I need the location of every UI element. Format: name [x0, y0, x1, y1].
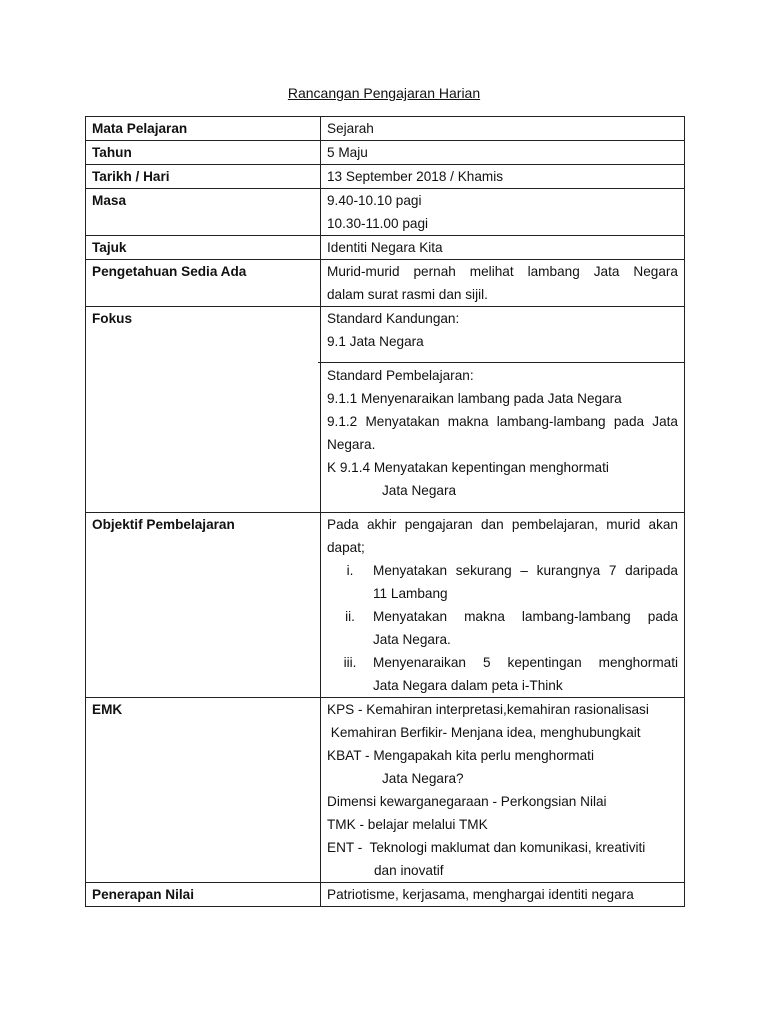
row-value: Sejarah [321, 117, 685, 141]
emk-line: Jata Negara? [382, 771, 464, 786]
list-item [327, 559, 678, 582]
row-value [321, 260, 685, 307]
list-text: Menyenaraikan 5 kepentingan menghormati [373, 655, 678, 670]
table-row [86, 189, 685, 236]
list-item [327, 605, 678, 628]
emk-line: Dimensi kewarganegaraan - Perkongsian Nilai [327, 794, 607, 809]
row-label: Pengetahuan Sedia Ada [86, 260, 321, 307]
list-text-cont: 11 Lambang [373, 586, 448, 601]
list-number: iii. [343, 655, 357, 670]
standard-pembelajaran-item: 9.1.1 Menyenaraikan lambang pada Jata Negara [327, 391, 622, 406]
table-row [86, 141, 685, 165]
emk-line: Kemahiran Berfikir- Menjana idea, menghubungkait [327, 725, 641, 740]
row-label: Tarikh / Hari [86, 165, 321, 189]
row-label: Objektif Pembelajaran [86, 513, 321, 698]
emk-line: TMK - belajar melalui TMK [327, 817, 488, 832]
table-row [86, 236, 685, 260]
table-row [86, 117, 685, 141]
list-text-cont: Jata Negara dalam peta i-Think [373, 678, 563, 693]
emk-line: ENT - Teknologi maklumat dan komunikasi, kreativiti [327, 840, 646, 855]
row-value: Identiti Negara Kita [321, 236, 685, 260]
list-number: ii. [345, 609, 355, 624]
pengetahuan-line: dalam surat rasmi dan sijil. [327, 287, 488, 302]
row-value [321, 698, 685, 883]
standard-pembelajaran-item-cont: Negara. [327, 437, 376, 452]
objektif-intro: Pada akhir pengajaran dan pembelajaran, murid akan [327, 517, 678, 532]
table-row [86, 883, 685, 907]
page-title: Rancangan Pengajaran Harian [287, 85, 481, 101]
standard-pembelajaran-item: 9.1.2 Menyatakan makna lambang-lambang pada Jata [327, 414, 678, 429]
standard-pembelajaran-item: K 9.1.4 Menyatakan kepentingan menghormati [327, 460, 609, 475]
standard-kandungan-item: 9.1 Jata Negara [327, 334, 424, 349]
row-value: 5 Maju [321, 141, 685, 165]
row-value [321, 307, 685, 513]
row-label: Tajuk [86, 236, 321, 260]
list-text: Menyatakan makna lambang-lambang pada [373, 609, 678, 624]
row-value: 13 September 2018 / Khamis [321, 165, 685, 189]
list-text: Menyatakan sekurang – kurangnya 7 daripada [373, 563, 678, 578]
row-label: Mata Pelajaran [86, 117, 321, 141]
row-label: Fokus [86, 307, 321, 513]
list-number: i. [346, 563, 354, 578]
masa-line: 10.30-11.00 pagi [327, 216, 429, 231]
table-row [86, 165, 685, 189]
table-row [86, 260, 685, 307]
masa-line: 9.40-10.10 pagi [327, 193, 422, 208]
standard-pembelajaran-item-cont: Jata Negara [382, 483, 457, 498]
emk-line: KBAT - Mengapakah kita perlu menghormati [327, 748, 594, 763]
table-row [86, 513, 685, 698]
emk-line: KPS - Kemahiran interpretasi,kemahiran rasionalisasi [327, 702, 649, 717]
list-item [327, 651, 678, 674]
lesson-plan-table [85, 116, 685, 907]
row-label: EMK [86, 698, 321, 883]
row-value [321, 189, 685, 236]
list-text-cont: Jata Negara. [373, 632, 451, 647]
table-row [86, 698, 685, 883]
divider [318, 362, 684, 363]
row-label: Tahun [86, 141, 321, 165]
standard-kandungan-heading: Standard Kandungan: [327, 311, 460, 326]
standard-pembelajaran-heading: Standard Pembelajaran: [327, 368, 474, 383]
pengetahuan-line: Murid-murid pernah melihat lambang Jata Negara [327, 264, 678, 279]
spacer [327, 502, 678, 512]
row-value: Patriotisme, kerjasama, menghargai identiti negara [321, 883, 685, 907]
table-row [86, 307, 685, 513]
row-value [321, 513, 685, 698]
row-label: Masa [86, 189, 321, 236]
emk-line: dan inovatif [374, 863, 444, 878]
row-label: Penerapan Nilai [86, 883, 321, 907]
objektif-intro: dapat; [327, 540, 365, 555]
